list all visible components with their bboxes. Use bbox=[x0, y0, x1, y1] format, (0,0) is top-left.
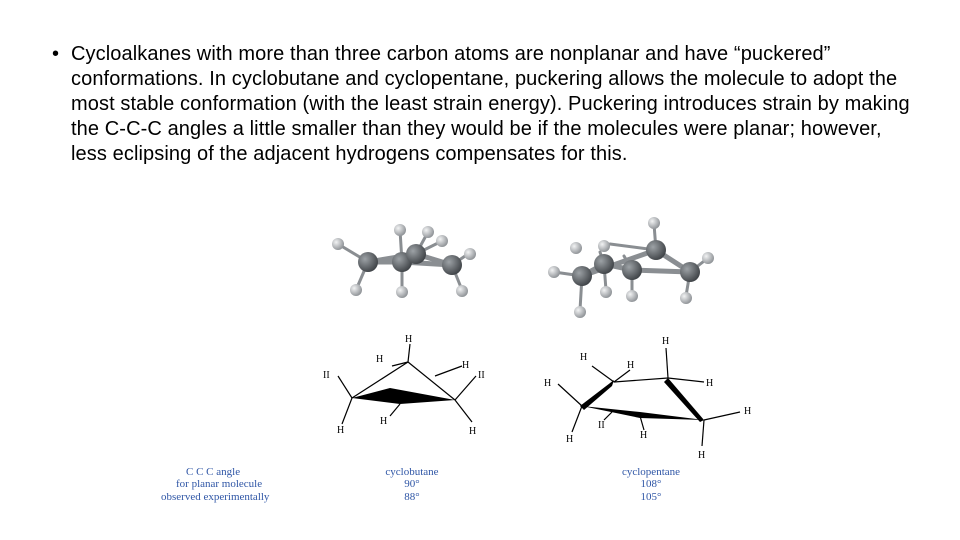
h-label: H bbox=[376, 354, 384, 365]
h-label: H bbox=[462, 360, 470, 371]
cyclobutane-planar-angle: 90° bbox=[404, 478, 420, 490]
table-row-header-angle: C C C angle bbox=[186, 466, 241, 478]
h-label: H bbox=[405, 334, 413, 345]
bullet-marker: • bbox=[52, 43, 60, 65]
h-label: H bbox=[640, 430, 648, 441]
h-label: H bbox=[744, 406, 752, 417]
cyclobutane-atoms bbox=[332, 224, 476, 298]
h-label: H bbox=[627, 360, 635, 371]
h-label: H bbox=[580, 352, 588, 363]
table-row-header-observed: observed experimentally bbox=[161, 491, 270, 503]
angle-table bbox=[161, 466, 680, 503]
h-label: H bbox=[469, 426, 477, 437]
cyclopentane-atoms bbox=[548, 217, 714, 318]
cyclopentane-planar-angle: 108° bbox=[640, 478, 662, 490]
h-label: H bbox=[706, 378, 714, 389]
h-label: II bbox=[478, 370, 485, 381]
cyclobutane-name: cyclobutane bbox=[385, 466, 439, 478]
cyclobutane-observed-angle: 88° bbox=[404, 491, 420, 503]
h-label: H bbox=[698, 450, 706, 461]
h-label: H bbox=[380, 416, 388, 427]
cyclopentane-name: cyclopentane bbox=[621, 466, 681, 478]
h-label: H bbox=[662, 336, 670, 347]
h-label: H bbox=[566, 434, 574, 445]
h-label: H bbox=[544, 378, 552, 389]
h-label: II bbox=[598, 420, 605, 431]
bullet-text: Cycloalkanes with more than three carbon atoms are nonplanar and have “puckered” conformations. In cyclobutane and cyclopentane, puckering allows the molecule to adopt the most stable conformation (with the least strain energy). Puckering introduces strain by making the C-C-C angles a little smaller than they would be if the molecules were planar; however, less eclipsing of the adjacent hydrogens compensates for this. bbox=[71, 43, 910, 165]
table-row-header-planar: for planar molecule bbox=[176, 478, 263, 490]
cyclobutane-line-drawing bbox=[338, 344, 476, 424]
cyclopentane-h-labels bbox=[544, 336, 751, 461]
h-label: II bbox=[323, 370, 330, 381]
cyclobutane-h-labels bbox=[323, 334, 485, 437]
h-label: H bbox=[337, 425, 345, 436]
cyclopentane-observed-angle: 105° bbox=[640, 491, 662, 503]
